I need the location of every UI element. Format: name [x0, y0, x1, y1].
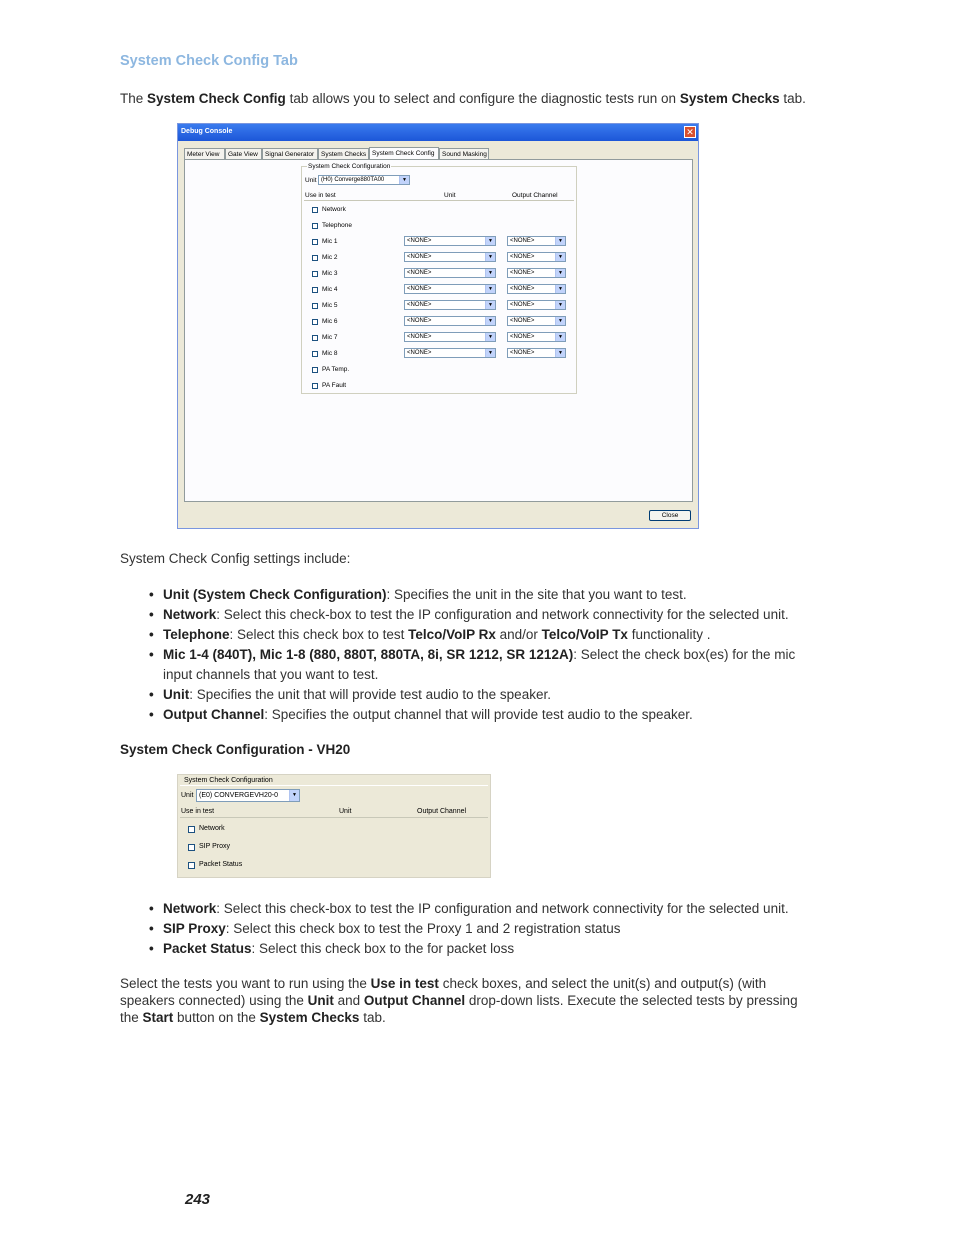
vh20-subhead: System Check Configuration - VH20 [120, 742, 351, 757]
pa-fault-checkbox[interactable] [312, 383, 318, 389]
mic2-checkbox[interactable] [312, 255, 318, 261]
intro-paragraph: The System Check Config tab allows you to select and configure the diagnostic tests run on System Checks tab. [120, 91, 806, 106]
vh20-settings-list [163, 899, 828, 959]
window-titlebar [178, 124, 698, 141]
chevron-down-icon: ▼ [555, 269, 565, 277]
list-item: • Network: Select this check-box to test the IP configuration and network connectivity for the selected unit. [163, 605, 828, 625]
settings-intro: System Check Config settings include: [120, 551, 351, 566]
mic6-unit-select[interactable] [404, 316, 496, 326]
mic5-unit-select[interactable] [404, 300, 496, 310]
row-label: Mic 8 [322, 350, 338, 357]
tab-panel [184, 159, 693, 502]
tab-meter-view[interactable]: Meter View [184, 148, 225, 159]
mic2-unit-select[interactable] [404, 252, 496, 262]
unit-select-value: (H0) Converge880TA00 [321, 177, 385, 183]
mic2-output-select[interactable] [507, 252, 566, 262]
mic1-output-select[interactable] [507, 236, 566, 246]
list-item: • Packet Status: Select this check box to the for packet loss [163, 939, 828, 959]
legend-divider [180, 785, 488, 786]
select-value: <NONE> [510, 302, 535, 308]
select-value: <NONE> [407, 334, 432, 340]
closing-paragraph: Select the tests you want to run using the Use in test check boxes, and select the unit(s) and output(s) (with speakers connected) using the Unit and Output Channel drop-down lists. Execute the selected tests by pressing the Start button on the System Checks tab. [120, 976, 798, 1025]
select-value: <NONE> [510, 334, 535, 340]
vh20-packet-status-checkbox[interactable] [188, 862, 195, 869]
chevron-down-icon: ▼ [555, 285, 565, 293]
chevron-down-icon: ▼ [485, 285, 495, 293]
tab-signal-generator[interactable]: Signal Generator [262, 148, 318, 159]
system-check-configuration-group [301, 163, 577, 394]
vh20-config-panel [177, 774, 491, 878]
row-label: SIP Proxy [199, 843, 230, 850]
col-use-in-test: Use in test [305, 192, 336, 199]
section-title: System Check Config Tab [120, 53, 298, 69]
pa-temp-checkbox[interactable] [312, 367, 318, 373]
col-output-channel: Output Channel [512, 192, 558, 199]
chevron-down-icon: ▼ [485, 269, 495, 277]
list-item: • Unit: Specifies the unit that will provide test audio to the speaker. [163, 685, 828, 705]
select-value: <NONE> [407, 350, 432, 356]
select-value: <NONE> [407, 318, 432, 324]
network-checkbox[interactable] [312, 207, 318, 213]
window-title: Debug Console [181, 128, 233, 135]
row-label: PA Temp. [322, 366, 350, 373]
mic7-unit-select[interactable] [404, 332, 496, 342]
vh20-sip-proxy-checkbox[interactable] [188, 844, 195, 851]
mic1-checkbox[interactable] [312, 239, 318, 245]
vh20-col-output-channel: Output Channel [417, 808, 467, 815]
list-item: • Unit (System Check Configuration): Specifies the unit in the site that you want to test. [163, 585, 828, 605]
mic7-checkbox[interactable] [312, 335, 318, 341]
chevron-down-icon: ▼ [485, 349, 495, 357]
select-value: <NONE> [407, 270, 432, 276]
select-value: <NONE> [510, 318, 535, 324]
row-label: Telephone [322, 222, 352, 229]
mic4-output-select[interactable] [507, 284, 566, 294]
vh20-unit-value: (E0) CONVERGEVH20-0 [199, 792, 278, 799]
vh20-network-checkbox[interactable] [188, 826, 195, 833]
row-label: Mic 7 [322, 334, 338, 341]
page-number: 243 [185, 1191, 211, 1208]
close-button[interactable]: Close [649, 510, 691, 521]
select-value: <NONE> [510, 238, 535, 244]
row-label: Mic 2 [322, 254, 338, 261]
chevron-down-icon: ▼ [485, 333, 495, 341]
chevron-down-icon: ▼ [485, 237, 495, 245]
chevron-down-icon: ▼ [289, 790, 299, 801]
mic1-unit-select[interactable] [404, 236, 496, 246]
tab-gate-view[interactable]: Gate View [225, 148, 262, 159]
mic3-unit-select[interactable] [404, 268, 496, 278]
mic8-checkbox[interactable] [312, 351, 318, 357]
chevron-down-icon: ▼ [555, 349, 565, 357]
list-item: • SIP Proxy: Select this check box to test the Proxy 1 and 2 registration status [163, 919, 828, 939]
row-label: Mic 4 [322, 286, 338, 293]
chevron-down-icon: ▼ [399, 176, 409, 184]
mic7-output-select[interactable] [507, 332, 566, 342]
row-label: Mic 3 [322, 270, 338, 277]
list-item: • Mic 1-4 (840T), Mic 1-8 (880, 880T, 880TA, 8i, SR 1212, SR 1212A): Select the check box(es) for the mic input channels that you want to test. [163, 645, 828, 685]
telephone-checkbox[interactable] [312, 223, 318, 229]
mic4-checkbox[interactable] [312, 287, 318, 293]
unit-select[interactable] [318, 175, 410, 185]
mic5-output-select[interactable] [507, 300, 566, 310]
row-label: Network [199, 825, 225, 832]
row-label: Mic 1 [322, 238, 338, 245]
mic3-checkbox[interactable] [312, 271, 318, 277]
unit-label: Unit [305, 177, 317, 184]
mic4-unit-select[interactable] [404, 284, 496, 294]
row-label: Mic 5 [322, 302, 338, 309]
vh20-col-use-in-test: Use in test [181, 808, 215, 815]
chevron-down-icon: ▼ [555, 237, 565, 245]
tab-system-check-config[interactable]: System Check Config [369, 147, 439, 160]
select-value: <NONE> [510, 350, 535, 356]
chevron-down-icon: ▼ [485, 301, 495, 309]
chevron-down-icon: ▼ [555, 317, 565, 325]
vh20-header-divider [180, 817, 488, 818]
select-value: <NONE> [407, 254, 432, 260]
group-legend: System Check Configuration [308, 163, 391, 170]
tab-sound-masking[interactable]: Sound Masking [439, 148, 489, 159]
mic8-unit-select[interactable] [404, 348, 496, 358]
select-value: <NONE> [510, 286, 535, 292]
mic6-checkbox[interactable] [312, 319, 318, 325]
vh20-unit-label: Unit [181, 792, 194, 799]
chevron-down-icon: ▼ [555, 253, 565, 261]
debug-console-window [177, 123, 699, 529]
chevron-down-icon: ▼ [485, 253, 495, 261]
row-label: Network [322, 206, 346, 213]
select-value: <NONE> [407, 302, 432, 308]
row-label: Mic 6 [322, 318, 338, 325]
close-icon[interactable]: ✕ [684, 126, 696, 138]
mic3-output-select[interactable] [507, 268, 566, 278]
vh20-unit-select[interactable] [196, 789, 300, 802]
col-unit: Unit [444, 192, 456, 199]
list-item: • Output Channel: Specifies the output channel that will provide test audio to the speaker. [163, 705, 828, 725]
list-item: • Network: Select this check-box to test the IP configuration and network connectivity for the selected unit. [163, 899, 828, 919]
vh20-col-unit: Unit [339, 808, 352, 815]
select-value: <NONE> [510, 254, 535, 260]
vh20-legend: System Check Configuration [184, 777, 273, 784]
mic8-output-select[interactable] [507, 348, 566, 358]
select-value: <NONE> [510, 270, 535, 276]
chevron-down-icon: ▼ [555, 301, 565, 309]
settings-list [163, 585, 828, 725]
mic5-checkbox[interactable] [312, 303, 318, 309]
chevron-down-icon: ▼ [555, 333, 565, 341]
list-item: • Telephone: Select this check box to test Telco/VoIP Rx and/or Telco/VoIP Tx functionality . [163, 625, 828, 645]
select-value: <NONE> [407, 286, 432, 292]
mic6-output-select[interactable] [507, 316, 566, 326]
row-label: PA Fault [322, 382, 347, 389]
chevron-down-icon: ▼ [485, 317, 495, 325]
tab-system-checks[interactable]: System Checks [318, 148, 369, 159]
row-label: Packet Status [199, 861, 243, 868]
select-value: <NONE> [407, 238, 432, 244]
header-divider [304, 200, 574, 201]
